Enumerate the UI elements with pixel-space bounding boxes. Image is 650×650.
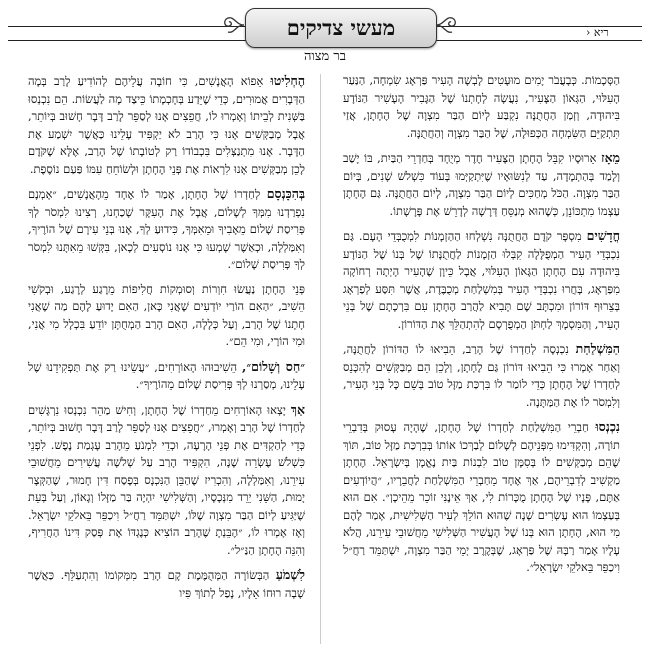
paragraph-text: חַבְרֵי הַמִּשְׁלַחַת לְחַדְרוֹ שֶׁל הֶחָתָן, שֶׁהָיָה עָסוּק בְּדִבְרֵי תוֹרָה, וְהִקְדִּימוּ מִפְּנֵיהֶם לְשָׁלוֹם לְבַרְּכוֹ אוֹתוֹ בְּבִרְכַּת מַזָּל טוֹב, תּוֹךְ שֶׁהֵם מְבַקְּשִׁים לוֹ בְּסִמָּן טוֹב לִבְנוֹת בַּיִת נֶאֱמָן בְּיִשְׂרָאֵל. הֶחָתָן מַקְשִׁיב לְדִבְרֵיהֶם, אַךְ אֶחָד מֵחַבְרֵי הַמִּשְׁלַחַת לַחֲבֵרָיו, ״הֲיוֹדְעִים אַתֶּם, פָּנָיו שֶׁל הֶחָתָן מֻכָּרוֹת לִי, אַךְ אֵינֶנִּי זוֹכֵר מֵהֵיכָן״. אִם הוּא בְּעַצְמוֹ הוּא עֶשְׂרִים שָׁנָה שֶׁהוּא הוֹלֵךְ לְעִיר הַשְּׁלִישִׁית, אָמַר לָהֶם מִי הוּא, הֶחָתָן הוּא בְּנוֹ שֶׁל הָעֲשִׁיר הַשְּׁלִישִׁי מֵחֲשׁוּבֵי עִירֵנוּ, הֲלֹא עָלָיו אָמַר רַבָּהּ שֶׁל פַּרְאָג, שֶׁבְּקֶרֶב יְמֵי הַבַּר מִצְוָה, יִשְׁתַּמֵּד רַחֲ״ל וִיכַפֵּר בֵּאלֹקֵי יִשְׂרָאֵל״. — [343, 420, 620, 574]
paragraph — [343, 340, 620, 411]
right-text-column — [343, 72, 620, 584]
paragraph-text: לְחַדְרוֹ שֶׁל הֶחָתָן, אָמַר לוֹ אֶחָד מֵהָאֲנָשִׁים, ״אָמְנָם נִפְרַדְנוּ מִמְּךָ לְשָׁלוֹם, אֲבָל אֶת הָעִקָּר שָׁכַחְנוּ, רְצִינוּ לִמְסֹר לְךָ פְּרִיסַת שָׁלוֹם מֵאָבִיךָ וּמֵאִמְּךָ, כִּידוּעַ לְךָ, אָנוּ בְּנֵי עִירָם שֶׁל הוֹרֶיךָ, וְאִמַּלְלָה, וּכְאַשֶׁר שָׁמְעוּ כִּי אָנוּ נוֹסְעִים לְכָאן, בִּקְּשׁוּ מֵאִתָּנוּ לִמְסֹר לְךָ פְּרִיסַת שָׁלוֹם״. — [28, 187, 305, 271]
paragraph — [28, 185, 305, 274]
chapter-subtitle: בר מצוה — [303, 49, 347, 64]
paragraph-lead-word: נִכְנְסוּ — [595, 419, 621, 434]
paragraph-text: יָצְאוּ הָאוֹרְחִים מֵחַדְרוֹ שֶׁל הֶחָתָן, וְחִישׁ מַהֵר נִכְנְסוּ נִרְגָּשִׁים לְחַדְרוֹ שֶׁל הָרַב וְאָמְרוּ, ״חֲפֵצִים אָנוּ לְסַפֵּר לָרַב דָּבָר חָשׁוּב בְּיוֹתֵר, כְּדֵי לְהַקְדִּים אֶת פְּנֵי הָרָעָה, וּכְדֵי לִמְנֹעַ מֵהָרַב עָגְמַת נֶפֶשׁ. לִפְנֵי כִּשְׁלֹשׁ עֶשְׂרֵה שָׁנָה, הִקְפִּיד הָרַב עַל שְׁלֹשָׁה עֲשִׁירִים מֵחֲשׁוּבֵי עִירֵנוּ, וְאִמַּלְלָה, וְהִכְרִיז שֶׁהַבֵּן הַנִּכְנָס בְּפֶסַח דִּין חָמוּר, שֶׁהַקְּצָר יָמוּת, הַשֵּׁנִי יֵרֵד מִנְּכָסָיו, וְהַשְּׁלִישִׁי יִהְיֶה בַּר מַזָּלוֹ וְגָאוֹן, וְעַל בְּעֵת שֶׁיַּגִּיעַ לְיוֹם הַבַּר מִצְוָה שֶׁלּוֹ, יִשְׁתַּמֵּד רַחֲ״ל וִיכַפֵּר בֵּאלֹקֵי יִשְׂרָאֵל. וְאָז אָמְרוּ לוֹ, ״הֶבֵּנְתָ שֶׁהָרַב הוֹצִיא כְּנֶגְדּוֹ אֶת פְּסַק דִּינוֹ הַחֲרִיף, וְהִנֵּה הֶחָתָן הַנַּ״ל״. — [28, 402, 305, 557]
left-text-column — [28, 72, 305, 609]
column-divider — [320, 74, 321, 644]
paragraph-text: אֵרוּסָיו קִבֵּל הֶחָתָן הַצָּעִיר חֶדֶר מְיֻחָד בְּחַדְרֵי הַבַּיִת, בּוֹ יָשַׁב וְלָמַד בְּהַתְמָדָה, עַד לְנִשּׂוּאָיו שֶׁיִּתְקַיְּמוּ בְּעוֹד כִּשְׁלֹשׁ שָׁנִים, בְּיוֹם הַבַּר מִצְוָה. הַכֹּל מְחַכִּים לְיוֹם הַבַּר מִצְוָה, לְיוֹם הַחֲתֻנָּה. גַּם הֶחָתָן עַצְמוֹ מִתְכּוֹנֵן, כְּשֶׁהוּא מְנַסֵּחַ דְּרָשָׁה לְדָרֵשׁ אֶת פָּרָשָׁתוֹ. — [343, 151, 620, 218]
left-scroll-ornament-icon — [220, 12, 246, 38]
paragraph-text: פְּנֵי הֶחָתָן נַעֲשׂוּ חִוְרוֹת וְסוּמְקוֹת חֲלִיפוֹת מֵרֶגַע לְרֶגַע, וּבְקֹשִׁי הֵשִׁיב, ״הַאִם הוֹרַי יוֹדְעִים שֶׁאֲנִי כָּאן, הַאִם יָדוּעַ לָהֶם מַה שֶׁאֲנִי חָתָנוֹ שֶׁל הָרַב, וְעַל כְּלָלָה, הַאִם הָרַב הַמְחֻתָּן יוֹדֵעַ בִּכְלָל מִי אֲנִי, וּמִי הוֹרַי, וּמִי הֵם״. — [28, 281, 305, 348]
paragraph-text: אֵפוֹא הָאֲנָשִׁים, כִּי חוֹבָה עֲלֵיהֶם לְהוֹדִיעַ לָרַב בְּמָה הַדְּבָרִים אֲמוּרִים, כְּדֵי שֶׁיֵּדַע בְּחָכְמָתוֹ כֵּיצַד מָה לַעֲשׂוֹת. הֵם נִכְנְסוּ בַּשְּׁנִית לְבֵיתוֹ וְאָמְרוּ לוֹ, חֲפֵצִים אָנוּ לְסַפֵּר לָרַב דָּבָר חָשׁוּב בְּיוֹתֵר, אֲבָל מְבַקְּשִׁים אָנוּ כִּי הָרַב לֹא יַקְפִּיד עָלֵינוּ כַּאֲשֶׁר יִשְׁמַע אֶת הַדָּבָר. אָנוּ מִתְנַצְּלִים בִּכְבוֹדוֹ רַק לְטוֹבָתוֹ שֶׁל הָרַב, אֶלָּא שֶׁקֹּדֶם לָכֵן מְבַקְּשִׁים אָנוּ לִרְאוֹת אֶת פְּנֵי הֶחָתָן וּלְשׂוֹחֵחַ עִמּוֹ פַּעַם נוֹסֶפֶת. — [28, 74, 305, 176]
paragraph-lead-word: ״חַס וְשָׁלוֹם״, — [242, 358, 305, 374]
paragraph-lead-word: מֵאָז — [601, 150, 620, 165]
page-number: ריא ‹ — [586, 26, 609, 39]
book-title: מעשי צדיקים — [286, 15, 396, 40]
paragraph — [343, 72, 620, 142]
paragraph-text: מִסְפָּר קֹדֶם הַחֲתֻנָּה נִשְׁלְחוּ הַהַזְמָנוֹת לִמְכֻבְּדֵי הָעָם. גַּם נִכְבְּדֵי הָעִיר הַמְפֻלָּלָה קִבְּלוּ הַזְמָנוֹת לַחֲתֻנָּתוֹ שֶׁל בְּנוֹ שֶׁל הַנּוֹדָע בִּיהוּדָה עִם הֶחָתָן הַגָּאוֹן הָעִלּוּי, אֲבָל כֵּיוָן שֶׁהָעִיר הָיְתָה רְחוֹקָה מִפַּרְאָג, בָּחֲרוּ נִכְבְּדֵי הָעִיר בְּמִשְׁלַחַת מְכֻבֶּדֶת, אֲשֶׁר תִּסַּע לְפַרְאָג בְּצֵרוּף דּוֹרוֹן וּמִכְתָּב שֶׁם תָּבִיא לַהֲרַב הֶחָתָן עִם בִּרְכָתָם שֶׁל בְּנֵי הָעִיר, וְהַמִּסְמָךְ לַחְתֹּן הַמְפֻרְסָם לְהִתְהַלֵּךְ אֶת הַדּוֹרוֹן. — [343, 229, 620, 331]
paragraph-lead-word: הֶחְלִיטוּ — [270, 73, 306, 88]
paragraph-lead-word: חֳדָשִׁים — [586, 228, 620, 243]
paragraph-lead-word: בְּהִכָּנְסָם — [266, 186, 306, 201]
paragraph-lead-word: הַמִּשְׁלַחַת — [575, 341, 620, 356]
paragraph-text: הַסְּכָמוֹת. כְּבָעֲבֹר יָמִים מוּעָטִים לָבְשָׁה הָעִיר פַּרְאָג שִׂמְחָה, הַנַּעַר הָעִלּוּי, הַגְּאוֹן הַצָּעִיר, נִעֲשָׂה לְחָתְנוֹ שֶׁל הַגָּבִיר הָעָשִׁיר הַנּוֹדָע בִּיהוּדָה, וְזְמַן הַחֲתֻנָּה נִקְבַּע לְיוֹם הַבַּר מִצְוָה שֶׁל הֶחָתָן, אֲזַי תִּתְקַיֵּם הַשִּׂמְחָה הַכְּפוּלָה, שֶׁל הַבַּר מִצְוָה וְהַחֲתֻנָּה. — [343, 73, 620, 140]
paragraph — [343, 418, 620, 577]
page-header — [0, 0, 650, 66]
paragraph — [28, 281, 305, 351]
right-scroll-ornament-icon — [434, 12, 460, 38]
paragraph — [28, 566, 305, 602]
paragraph — [343, 227, 620, 333]
paragraph — [28, 72, 305, 178]
paragraph-text: הַבְּשׂוֹרָה הַמְּהֻמֶּמֶת קָם הָרַב מִמְּקוֹמוֹ וְהִתְעַלֵּף. כַּאֲשֶׁר שָׁבָה רוּחוֹ אֵלָיו, נָפַל לְתוֹךְ פִּיו — [28, 568, 305, 600]
paragraph-lead-word: לִשְׁמֹעַ — [275, 567, 305, 582]
paragraph-text: הֵשִׁיבוּהוּ הָאוֹרְחִים, ״עֲשֵׂינוּ רַק אֶת תַּפְקִידֵנוּ שֶׁל עָלֵינוּ, מְסַרְנוּ לְךָ פְּרִיסַת שָׁלוֹם מֵהוֹרֶיךָ״. — [28, 359, 305, 391]
paragraph-lead-word: אַךְ — [290, 401, 305, 417]
header-title-box — [245, 8, 437, 48]
paragraph-text: נִכְנְסָה לְחַדְרוֹ שֶׁל הָרַב, הֵבִיאוּ לוֹ הַדּוֹרוֹן לַחֲתֻנָּה, וְאַחַר אָמְרוּ כִּי הֵבִיאוּ דּוֹרוֹן גַּם לֶחָתָן, וְלָכֵן הֵם מְבַקְּשִׁים לְהִכָּנֵס לְחַדְרוֹ שֶׁל הֶחָתָן כְּדֵי לוֹמַר לוֹ בִּרְכַּת מַזָּל טוֹב בְּשֵׁם כָּל בְּנֵי הָעִיר, וְלִמְסֹר לוֹ אֶת הַמַּתָּנָה. — [343, 342, 620, 409]
paragraph — [28, 401, 305, 560]
paragraph — [343, 149, 620, 220]
paragraph — [28, 358, 305, 394]
